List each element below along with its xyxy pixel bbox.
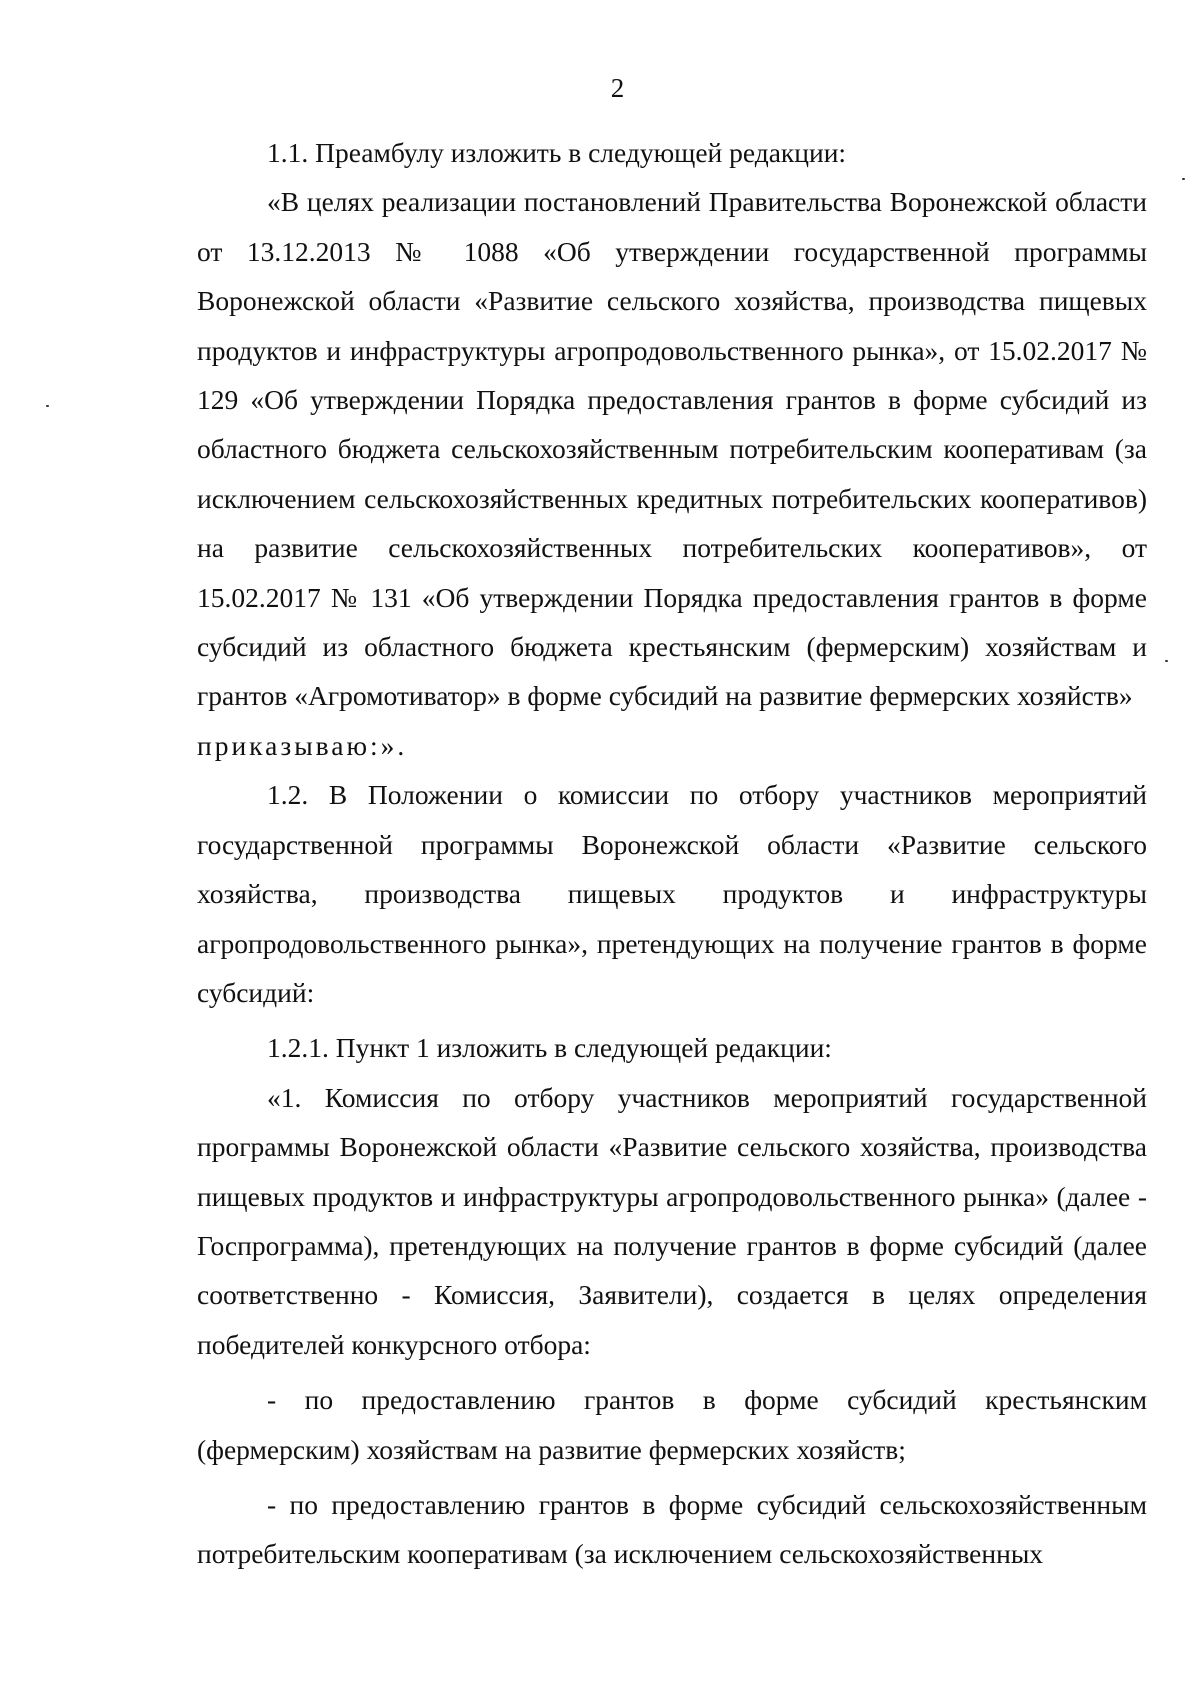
document-body — [197, 128, 1147, 1579]
paragraph-1-1-heading: 1.1. Преамбулу изложить в следующей редакции: — [267, 137, 847, 168]
paragraph-commission-clause: «1. Комиссия по отбору участников мероприятий государственной программы Воронежской области «Развитие сельского хозяйства, производства пищевых продуктов и инфраструктуры агропродовольственного рынка» (далее - Госпрограмма), претендующих на получение грантов в форме субсидий (далее соответственно - Комиссия, Заявители), создается в целях определения победителей конкурсного отбора: — [197, 1081, 1147, 1360]
list-item-farm-grants: - по предоставлению грантов в форме субсидий крестьянским (фермерским) хозяйствам на развитие фермерских хозяйств; — [197, 1384, 1147, 1465]
paragraph-1-2: 1.2. В Положении о комиссии по отбору участников мероприятий государственной программы Воронежской области «Развитие сельского хозяйства, производства пищевых продуктов и инфраструктуры агропродовольственного рынка», претендующих на получение грантов в форме субсидий: — [197, 779, 1147, 1008]
paragraph-order-word: приказываю:». — [197, 729, 408, 761]
list-item-cooperative-grants: - по предоставлению грантов в форме субсидий сельскохозяйственным потребительским кооперативам (за исключением сельскохозяйственных — [197, 1488, 1147, 1570]
page-number: 2 — [610, 73, 625, 103]
paragraph-1-2-1-heading: 1.2.1. Пункт 1 изложить в следующей редакции: — [267, 1032, 832, 1064]
paragraph-preamble-text: «В целях реализации постановлений Правительства Воронежской области от 13.12.2013 № 1088 «Об утверждении государственной программы Воронежской области «Развитие сельского хозяйства, производства пищевых продуктов и инфраструктуры агропродовольственного рынка», от 15.02.2017 № 129 «Об утверждении Порядка предоставления грантов в форме субсидий из областного бюджета сельскохозяйственным потребительским кооперативам (за исключением сельскохозяйственных кредитных потребительских кооперативов) на развитие сельскохозяйственных потребительских кооперативов», от 15.02.2017 № 131 «Об утверждении Порядка предоставления грантов в форме субсидий из областного бюджета крестьянским (фермерским) хозяйствам и грантов «Агромотиватор» в форме субсидий на развитие фермерских хозяйств» — [197, 186, 1147, 712]
scan-speck — [1182, 178, 1185, 180]
scan-speck — [1165, 660, 1168, 662]
scan-speck — [46, 405, 49, 407]
